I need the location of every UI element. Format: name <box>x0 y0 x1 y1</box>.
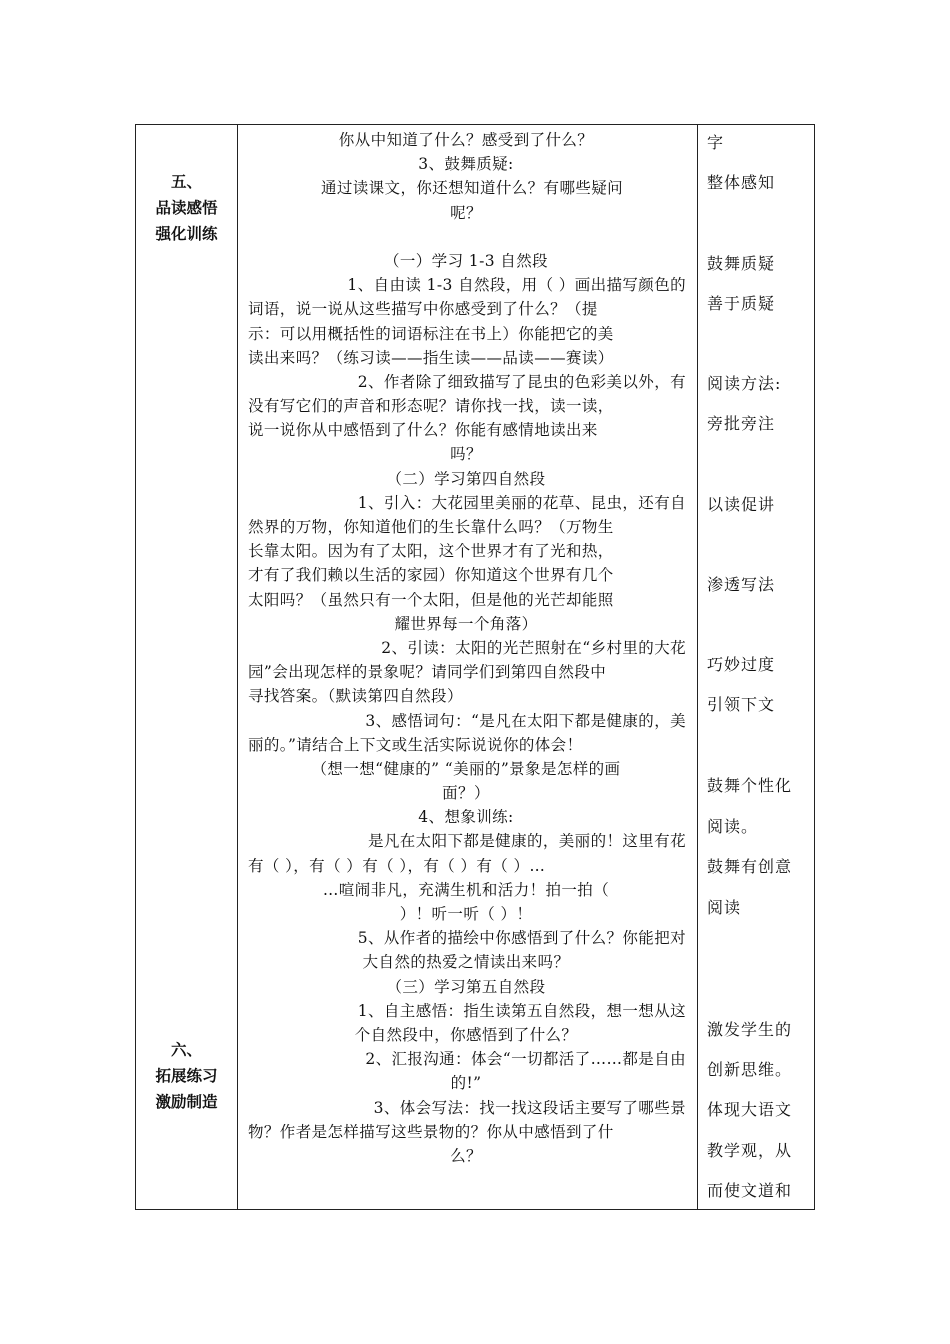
content-line: 没有写它们的声音和形态呢？请你找一找，读一读， <box>248 397 614 416</box>
note-line: 引领下文 <box>707 695 776 714</box>
content-line: 丽的。”请结合上下文或生活实际说说你的体会！ <box>248 735 583 754</box>
section-label-six <box>136 1037 237 1115</box>
section-title: 拓展练习 <box>155 1066 218 1085</box>
content-line: 1、引入：大花园里美丽的花草、昆虫，还有自 <box>357 493 686 512</box>
note-line: 阅读方法: <box>707 374 782 393</box>
note-line: 善于质疑 <box>707 294 776 313</box>
note-line: 整体感知 <box>707 173 776 192</box>
content-line: 耀世界每一个角落） <box>394 614 538 633</box>
content-line: 吗？ <box>450 445 482 464</box>
section-number: 六、 <box>170 1040 202 1059</box>
content-line: 寻找答案。（默读第四自然段） <box>248 687 463 706</box>
content-line: 2、汇报沟通：体会“一切都活了……都是自由 <box>365 1050 686 1069</box>
content-line: （想一想“健康的” “美丽的”景象是怎样的画 <box>311 759 621 778</box>
content-line: （一）学习 1-3 自然段 <box>383 251 548 270</box>
content-line: 读出来吗？（练习读——指生读——品读——赛读） <box>248 348 614 367</box>
content-line: 然界的万物，你知道他们的生长靠什么吗？（万物生 <box>248 518 614 536</box>
note-line: 体现大语文 <box>707 1100 793 1119</box>
note-line: 创新思维。 <box>707 1060 793 1079</box>
content-line: 么？ <box>450 1146 482 1165</box>
note-line: 而使文道和 <box>707 1181 793 1200</box>
teaching-content-column <box>238 128 694 1168</box>
content-line: 个自然段中，你感悟到了什么？ <box>354 1025 578 1044</box>
note-line: 激发学生的 <box>707 1020 793 1039</box>
content-line: （二）学习第四自然段 <box>386 469 546 488</box>
note-line: 渗透写法 <box>707 575 776 594</box>
content-line: 1、自主感悟：指生读第五自然段，想一想从这 <box>357 1001 686 1020</box>
content-line: 的!” <box>450 1074 482 1093</box>
section-number: 五、 <box>170 172 202 191</box>
content-line: 通过读课文，你还想知道什么？有哪些疑问 <box>320 179 624 198</box>
content-line: 大自然的热爱之情读出来吗？ <box>362 953 570 972</box>
note-line: 以读促讲 <box>707 495 776 514</box>
note-line: 鼓舞质疑 <box>707 254 776 273</box>
content-line: 呢？ <box>450 203 482 222</box>
note-line: 鼓舞个性化 <box>707 776 793 795</box>
content-line: （三）学习第五自然段 <box>386 977 546 996</box>
content-line: 3、感悟词句：“是凡在太阳下都是健康的，美 <box>365 711 686 730</box>
section-label-five <box>136 169 237 247</box>
content-line: 1、自由读 1-3 自然段，用（ ）画出描写颜色的 <box>347 276 686 295</box>
column-divider <box>697 125 698 1209</box>
content-line: 园”会出现怎样的景象呢？请同学们到第四自然段中 <box>248 663 607 682</box>
content-line <box>238 225 694 249</box>
section-title: 激励制造 <box>155 1092 218 1111</box>
content-line: 面？） <box>442 784 490 803</box>
content-line: 4、想象训练: <box>418 808 514 827</box>
note-line: 字 <box>707 133 725 152</box>
content-line: 2、作者除了细致描写了昆虫的色彩美以外，有 <box>357 372 686 391</box>
section-title: 强化训练 <box>155 224 218 243</box>
content-line: 示：可以用概括性的词语标注在书上）你能把它的美 <box>248 324 614 343</box>
note-line: 鼓舞有创意 <box>707 857 793 876</box>
content-line: 2、引读：太阳的光芒照射在“乡村里的大花 <box>381 638 686 657</box>
content-line: 物？作者是怎样描写这些景物的？你从中感悟到了什 <box>248 1122 614 1141</box>
content-line: 词语，说一说从这些描写中你感受到了什么？（提 <box>248 300 598 319</box>
content-line: 5、从作者的描绘中你感悟到了什么？你能把对 <box>357 929 686 948</box>
content-line: 3、体会写法：找一找这段话主要写了哪些景 <box>373 1098 686 1117</box>
content-line: 长靠太阳。因为有了太阳，这个世界才有了光和热， <box>248 542 614 561</box>
note-line: 阅读 <box>707 898 742 917</box>
content-line: 是凡在太阳下都是健康的，美丽的！这里有花 <box>367 832 686 851</box>
content-line: 太阳吗？（虽然只有一个太阳，但是他的光芒却能照 <box>248 590 614 609</box>
content-line: …喧闹非凡，充满生机和活力！拍一拍（ <box>322 880 610 899</box>
section-title: 品读感悟 <box>155 198 218 217</box>
lesson-plan-table <box>135 124 815 1210</box>
content-line: 才有了我们赖以生活的家园）你知道这个世界有几个 <box>248 566 614 585</box>
content-line: 有（ ），有（ ）有（ ），有（ ）有（ ）… <box>248 856 546 875</box>
content-line: ）！听一听（ ）！ <box>399 905 533 923</box>
content-line: 3、鼓舞质疑: <box>418 155 514 174</box>
note-line: 教学观，从 <box>707 1141 793 1160</box>
note-line: 巧妙过度 <box>707 655 776 674</box>
content-line: 说一说你从中感悟到了什么？你能有感情地读出来 <box>248 421 598 440</box>
note-line: 阅读。 <box>707 817 759 836</box>
note-line: 旁批旁注 <box>707 414 776 433</box>
content-line: 你从中知道了什么？感受到了什么？ <box>338 131 594 149</box>
